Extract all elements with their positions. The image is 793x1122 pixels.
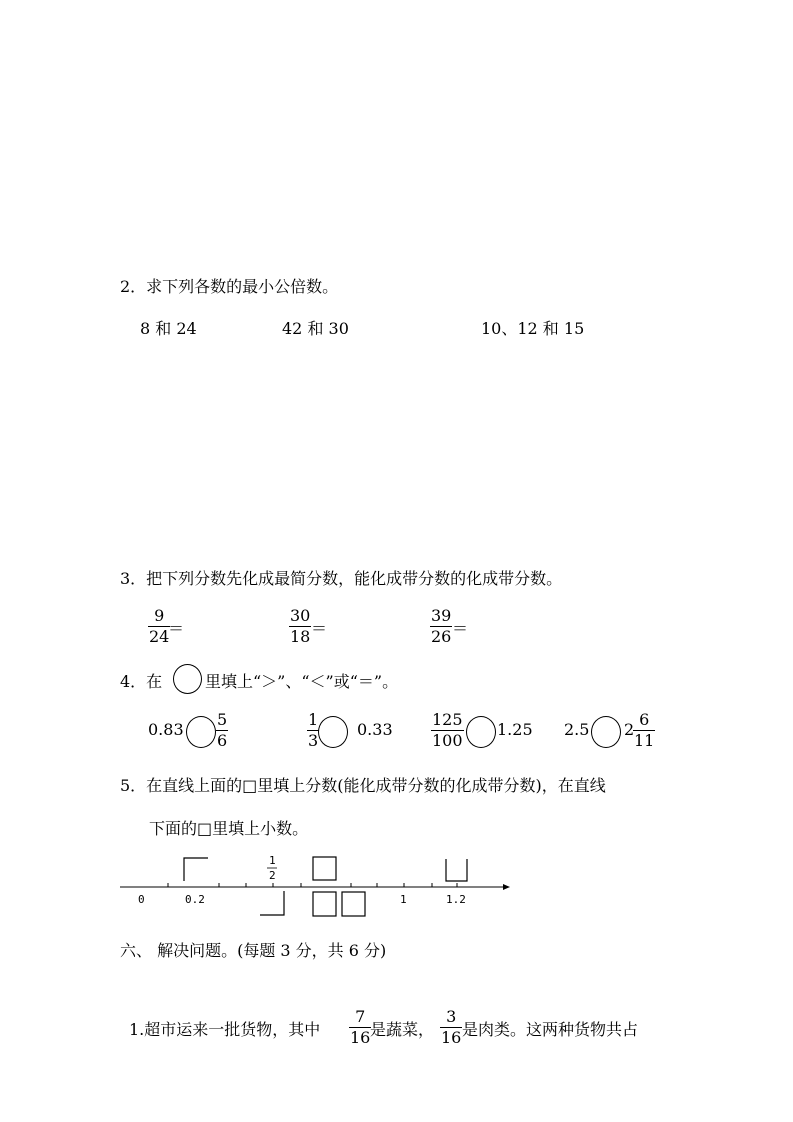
q2-item-3: 10、12 和 15 bbox=[481, 319, 585, 338]
number-line bbox=[0, 850, 793, 930]
q3-fraction-1-num: 9 bbox=[154, 606, 165, 625]
q3-title: 3．把下列分数先化成最简分数，能化成带分数的化成带分数。 bbox=[120, 569, 563, 588]
p1-fraction-1 bbox=[349, 1007, 371, 1048]
q2-title: 2．求下列各数的最小公倍数。 bbox=[120, 277, 339, 296]
q4-item-3-fraction-den: 100 bbox=[432, 731, 463, 750]
answer-box-below-1[interactable] bbox=[260, 891, 284, 915]
q2-item-2: 42 和 30 bbox=[282, 319, 349, 338]
q4-item-4-fraction-num: 6 bbox=[639, 710, 650, 729]
q4-item-4-fraction bbox=[633, 710, 655, 751]
q4-item-2-right: 0.33 bbox=[357, 720, 393, 739]
label-half-num: 1 bbox=[269, 854, 276, 867]
q3-fraction-1-den: 24 bbox=[149, 627, 170, 646]
q4-title-circle bbox=[173, 664, 202, 694]
q3-fraction-2-num: 30 bbox=[290, 606, 311, 625]
p1-pre: 1.超市运来一批货物，其中 bbox=[129, 1020, 321, 1039]
p1-post: 是肉类。这两种货物共占 bbox=[462, 1020, 639, 1039]
answer-box-above-1[interactable] bbox=[184, 858, 208, 881]
number-line-arrow bbox=[503, 884, 510, 890]
q5-line-2: 下面的□里填上小数。 bbox=[149, 819, 309, 838]
p1-fraction-1-den: 16 bbox=[350, 1028, 371, 1047]
p1-mid: 是蔬菜， bbox=[370, 1020, 435, 1039]
answer-box-above-3[interactable] bbox=[446, 859, 467, 881]
q3-fraction-2-den: 18 bbox=[290, 627, 311, 646]
answer-box-above-2[interactable] bbox=[313, 857, 336, 880]
label-point-two: 0.2 bbox=[185, 893, 205, 906]
q3-fraction-3-num: 39 bbox=[431, 606, 452, 625]
q3-fraction-3-den: 26 bbox=[431, 627, 452, 646]
q4-item-1-fraction bbox=[216, 710, 228, 751]
label-one: 1 bbox=[400, 893, 407, 906]
q3-fraction-2 bbox=[289, 606, 311, 647]
q4-item-3-fraction-num: 125 bbox=[432, 710, 463, 729]
q4-item-4-fraction-den: 11 bbox=[634, 731, 655, 750]
q4-item-3-right: 1.25 bbox=[497, 720, 533, 739]
p1-fraction-1-num: 7 bbox=[355, 1007, 366, 1026]
label-zero: 0 bbox=[138, 893, 145, 906]
q4-title-post: 里填上“＞”、“＜”或“＝”。 bbox=[205, 672, 399, 691]
label-one-point-two: 1.2 bbox=[446, 893, 466, 906]
q4-item-4-whole: 2 bbox=[624, 720, 635, 739]
q4-item-1-left: 0.83 bbox=[148, 720, 184, 739]
q3-fraction-3-equals: ＝ bbox=[452, 619, 469, 638]
q4-item-3-fraction bbox=[431, 710, 464, 751]
q4-item-2-fraction-num: 1 bbox=[308, 710, 319, 729]
q4-item-1-fraction-den: 6 bbox=[217, 731, 228, 750]
number-line-ticks bbox=[168, 883, 457, 887]
q4-item-1-circle[interactable] bbox=[186, 716, 216, 748]
q4-item-4-circle[interactable] bbox=[591, 716, 621, 748]
p1-fraction-2-num: 3 bbox=[446, 1007, 457, 1026]
q4-item-3-circle[interactable] bbox=[466, 716, 496, 748]
q4-title-pre: 4．在 bbox=[120, 672, 163, 691]
q4-item-2-fraction-den: 3 bbox=[308, 731, 319, 750]
label-half-den: 2 bbox=[269, 869, 276, 882]
answer-box-below-2[interactable] bbox=[313, 892, 336, 916]
q2-item-1: 8 和 24 bbox=[140, 319, 197, 338]
q3-fraction-1-equals: ＝ bbox=[168, 619, 185, 638]
section-6-title: 六、 解决问题。(每题 3 分，共 6 分) bbox=[120, 941, 387, 960]
q3-fraction-2-equals: ＝ bbox=[311, 619, 328, 638]
q4-item-2-circle[interactable] bbox=[318, 716, 348, 748]
p1-fraction-2-den: 16 bbox=[441, 1028, 462, 1047]
q3-fraction-3 bbox=[430, 606, 452, 647]
p1-fraction-2 bbox=[440, 1007, 462, 1048]
q3-fraction-1 bbox=[148, 606, 170, 647]
q4-item-1-fraction-num: 5 bbox=[217, 710, 228, 729]
answer-box-below-3[interactable] bbox=[342, 892, 365, 916]
q4-item-4-left: 2.5 bbox=[564, 720, 590, 739]
q5-line-1: 5．在直线上面的□里填上分数(能化成带分数的化成带分数)，在直线 bbox=[120, 776, 606, 795]
